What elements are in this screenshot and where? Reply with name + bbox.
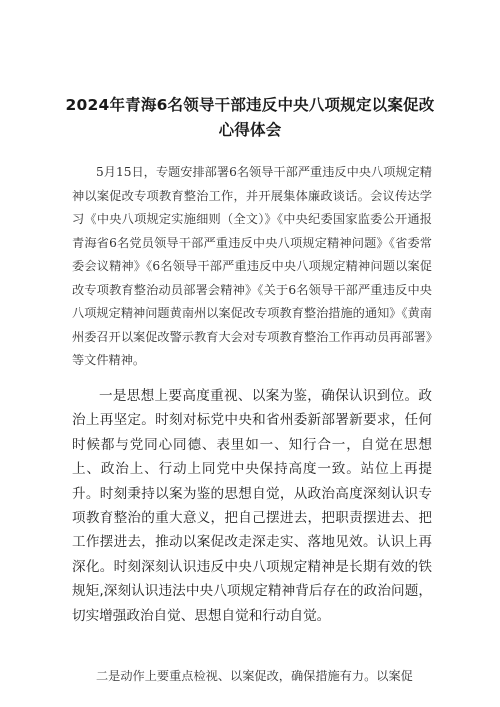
paragraph-meeting-intro: 5月15日，专题安排部署6名领导干部严重违反中央八项规定精神以案促改专项教育整治工作，并开展集体廉政谈话。会议传达学习《中央八项规定实施细则（全文）》《中央纪委国家监委公开通报青海省6名党员领导干部严重违反中央八项规定精神问题》《省委常委会议精神》《6名领导干部严重违反中央八项规定精神问题以案促改专项教育整治动员部署会精神》《关于6名领导干部严重违反中央八项规定精神问题黄南州以案促改专项教育整治措施的通知》《黄南州委召开以案促改警示教育大会对专项教育整治工作再动员再部署》等文件精神。 xyxy=(72,165,432,367)
paragraph-first-point: 一是思想上要高度重视、以案为鉴，确保认识到位。政治上再坚定。时刻对标党中央和省州委新部署新要求，任何时候都与党同心同德、表里如一、知行合一，自觉在思想上、政治上、行动上同党中央保持高度一致。站位上再提升。时刻秉持以案为鉴的思想自觉，从政治高度深刻认识专项教育整治的重大意义，把自己摆进去，把职责摆进去、把工作摆进去，推动以案促改走深走实、落地见效。认识上再深化。时刻深刻认识违反中央八项规定精神是长期有效的铁规矩,深刻认识违法中央八项规定精神背后存在的政治问题，切实增强政治自觉、思想自觉和行动自觉。 xyxy=(72,388,432,624)
document-title-line2: 心得体会 xyxy=(218,121,282,139)
document-title-line1: 2024年青海6名领导干部违反中央八项规定以案促改 xyxy=(65,96,435,114)
paragraph-second-point: 二是动作上要重点检视、以案促改，确保措施有力。以案促 xyxy=(96,669,413,683)
